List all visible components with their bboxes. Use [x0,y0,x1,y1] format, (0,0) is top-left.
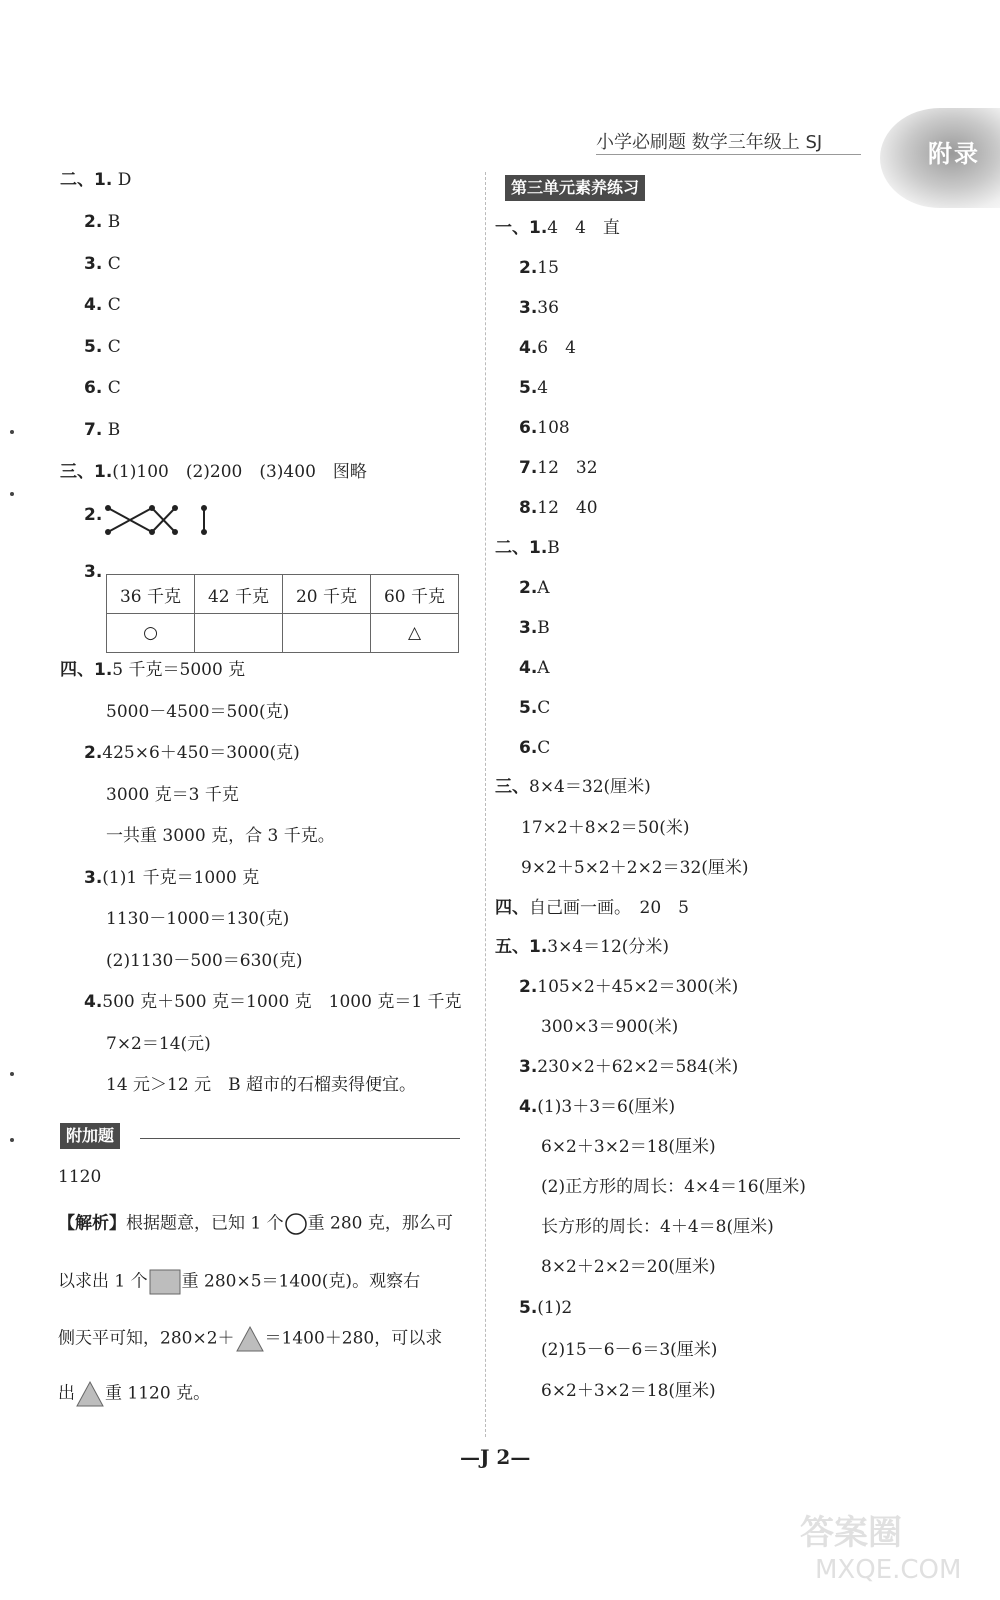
answer-text: B [107,212,121,232]
answer-text: B [547,538,560,558]
answer-text: 4 4 直 [547,218,620,238]
answer-text: 6×2＋3×2＝18(厘米) [541,1381,716,1401]
left-s4-line-3 [106,785,239,805]
right-s5-line-9 [519,1298,572,1318]
answer-text: 36 [537,298,559,318]
left-s2-q5 [84,337,121,357]
analysis-text: 根据题意，已知 1 个 [126,1213,284,1234]
right-s5-line-10 [541,1340,717,1360]
question-number: 1. [94,660,113,680]
answer-text: 4 [537,378,549,398]
question-number: 2. [519,977,538,997]
answer-text: C [107,295,121,315]
appendix-tab-label: 附录 [928,140,980,168]
answer-text: B [107,420,121,440]
answer-text: 105×2＋45×2＝300(米) [537,977,739,997]
question-number: 3. [519,298,538,318]
right-s5-line-7 [541,1217,774,1237]
right-s5-line-2 [541,1017,678,1037]
answer-text: 8×4＝32(厘米) [529,777,651,797]
left-s3-q1 [60,462,367,482]
right-s3-line-0 [495,777,651,797]
question-number: 1. [529,218,548,238]
answer-text: 500 克＋500 克＝1000 克 1000 克＝1 千克 [102,992,462,1012]
left-s4-line-8 [84,992,462,1012]
answer-text: (1)2 [537,1298,573,1318]
question-number: 6. [519,738,538,758]
right-s5-line-3 [519,1057,738,1077]
left-s2-q2 [84,212,120,232]
left-s3-q3 [84,562,102,582]
unit-title: 第三单元素养练习 [505,175,645,201]
analysis-text: 重 1120 克。 [105,1383,211,1404]
right-s2-q4 [519,658,550,678]
answer-text: C [107,378,121,398]
analysis-tag: 【解析】 [58,1213,126,1234]
question-number: 8. [519,498,538,518]
answer-text: 5 千克＝5000 克 [112,660,246,680]
answer-text: 3×4＝12(分米) [547,937,670,957]
left-s2-q7 [84,420,120,440]
right-s2-q3 [519,618,550,638]
answer-text: A [537,578,550,598]
left-s4-line-7 [106,951,303,971]
answer-text: 12 32 [537,458,598,478]
question-number: 2. [84,505,103,525]
column-divider [485,172,486,1437]
answer-text: 长方形的周长：4＋4＝8(厘米) [541,1217,774,1237]
margin-dot [10,430,14,434]
right-s2-q5 [519,698,550,718]
question-number: 7. [519,458,538,478]
triangle-shape-icon [235,1325,265,1353]
table-cell [283,614,371,653]
answer-text: 自己画一画。 20 5 [529,898,689,918]
answer-text: (1)3＋3＝6(厘米) [537,1097,676,1117]
answer-text: 1130－1000＝130(克) [106,909,290,929]
question-number: 1. [529,538,548,558]
triangle-shape-icon [75,1380,105,1408]
left-s4-line-9 [106,1034,211,1054]
extra-answer: 1120 [58,1167,102,1187]
question-number: 2. [84,212,103,232]
triangle-mark-cell: △ [371,614,459,653]
right-s4-line [495,898,689,918]
right-s2-q2 [519,578,550,598]
section-label: 四、 [495,898,529,918]
answer-text: 14 元＞12 元 B 超市的石榴卖得便宜。 [106,1075,416,1095]
question-number: 3. [519,1057,538,1077]
answer-text: 5000－4500＝500(克) [106,702,290,722]
question-number: 1. [529,937,548,957]
answer-text: 108 [537,418,570,438]
question-number: 4. [84,992,103,1012]
answer-text: (1)100 (2)200 (3)400 图略 [112,462,367,482]
analysis-text: 以求出 1 个 [58,1271,148,1292]
circle-shape-icon [284,1213,308,1235]
question-number: 5. [519,378,538,398]
right-s1-q8 [519,498,598,518]
answer-text: (2)15－6－6＝3(厘米) [541,1340,718,1360]
table-header-cell: 42 千克 [195,575,283,614]
question-number: 4. [519,338,538,358]
answer-text: 300×3＝900(米) [541,1017,679,1037]
header-rule [596,154,861,155]
answer-text: 8×2＋2×2＝20(厘米) [541,1257,716,1277]
question-number: 7. [84,420,103,440]
page-number: —J 2— [460,1445,531,1469]
left-s4-line-4 [106,826,335,846]
question-number: 4. [519,658,538,678]
right-s1-q6 [519,418,570,438]
answer-text: C [107,337,121,357]
left-s4-line-2 [84,743,300,763]
left-s4-line-10 [106,1075,416,1095]
table-cell [195,614,283,653]
right-s5-line-1 [519,977,738,997]
answer-text: C [537,698,551,718]
square-shape-icon [148,1268,182,1296]
analysis-line-2 [58,1268,420,1296]
answer-text: 6×2＋3×2＝18(厘米) [541,1137,716,1157]
section-label: 三、 [60,462,94,482]
margin-dot [10,1138,14,1142]
right-s1-q5 [519,378,548,398]
left-s2-q6 [84,378,121,398]
right-s1-q4 [519,338,576,358]
table-header-cell: 36 千克 [107,575,195,614]
right-s5-line-11 [541,1381,716,1401]
left-s2-q3 [84,254,121,274]
watermark-url: MXQE.COM [815,1555,962,1585]
table-row [107,575,459,614]
right-s5-line-8 [541,1257,716,1277]
answer-text: 6 4 [537,338,576,358]
answer-text: (1)1 千克＝1000 克 [102,868,260,888]
answer-text: 230×2＋62×2＝584(米) [537,1057,739,1077]
analysis-line-1 [58,1213,453,1235]
question-number: 1. [94,462,113,482]
right-s1-q7 [519,458,598,478]
left-s2-q1 [60,170,131,190]
answer-text: (2)正方形的周长：4×4＝16(厘米) [541,1177,806,1197]
table-header-cell: 20 千克 [283,575,371,614]
left-s4-line-1 [106,702,289,722]
question-number: 3. [84,254,103,274]
weight-table [106,574,459,653]
margin-dot [10,492,14,496]
question-number: 5. [84,337,103,357]
question-number: 5. [519,698,538,718]
right-s5-line-6 [541,1177,806,1197]
answer-text: 15 [537,258,559,278]
answer-text: 425×6＋450＝3000(克) [102,743,300,763]
margin-dot [10,1072,14,1076]
left-s4-line-6 [106,909,289,929]
left-s2-q4 [84,295,121,315]
answer-text: C [537,738,551,758]
answer-text: C [107,254,121,274]
question-number: 6. [84,378,103,398]
right-s2-q6 [519,738,550,758]
answer-text: B [537,618,550,638]
right-s1-q2 [519,258,559,278]
question-number: 2. [519,578,538,598]
right-s1-q3 [519,298,559,318]
left-s4-line-0 [60,660,245,680]
right-s3-line-2: 9×2＋5×2＋2×2＝32(厘米) [521,858,749,878]
answer-text: 3000 克＝3 千克 [106,785,239,805]
analysis-text: ＝1400＋280，可以求 [264,1328,443,1349]
answer-text: D [117,170,132,190]
section-label: 四、 [60,660,94,680]
right-s5-line-0 [495,937,669,957]
analysis-text: 重 280×5＝1400(克)。观察右 [181,1271,421,1292]
section-label: 一、 [495,218,529,238]
answer-text: 12 40 [537,498,598,518]
question-number: 1. [94,170,113,190]
question-number: 3. [84,868,103,888]
question-number: 4. [519,1097,538,1117]
question-number: 3. [84,562,103,582]
answer-text: 7×2＝14(元) [106,1034,211,1054]
section-label: 二、 [495,538,529,558]
question-number: 3. [519,618,538,638]
watermark-logo: 答案圈 [800,1513,902,1553]
section-label: 二、 [60,170,94,190]
page-header-title: 小学必刷题 数学三年级上 SJ [596,132,823,153]
question-number: 5. [519,1298,538,1318]
analysis-text: 侧天平可知，280×2＋ [58,1328,235,1349]
right-s2-q1 [495,538,560,558]
right-s5-line-4 [519,1097,675,1117]
analysis-text: 重 280 克，那么可 [307,1213,453,1234]
analysis-text: 出 [58,1383,75,1404]
analysis-line-4 [58,1380,210,1408]
answer-text: A [537,658,550,678]
answer-text: 一共重 3000 克，合 3 千克。 [106,826,335,846]
matching-lines-diagram [100,500,220,540]
question-number: 2. [519,258,538,278]
right-s1-q1 [495,218,620,238]
table-row [107,614,459,653]
extra-question-rule [140,1138,460,1139]
answer-text: (2)1130－500＝630(克) [106,951,303,971]
question-number: 2. [84,743,103,763]
analysis-line-3 [58,1325,442,1353]
circle-mark-cell: ○ [107,614,195,653]
right-s3-line-1: 17×2＋8×2＝50(米) [521,818,690,838]
right-s5-line-5 [541,1137,716,1157]
left-s4-line-5 [84,868,259,888]
section-label: 三、 [495,777,529,797]
question-number: 4. [84,295,103,315]
section-label: 五、 [495,937,529,957]
extra-question-label: 附加题 [60,1123,120,1149]
question-number: 6. [519,418,538,438]
table-header-cell: 60 千克 [371,575,459,614]
